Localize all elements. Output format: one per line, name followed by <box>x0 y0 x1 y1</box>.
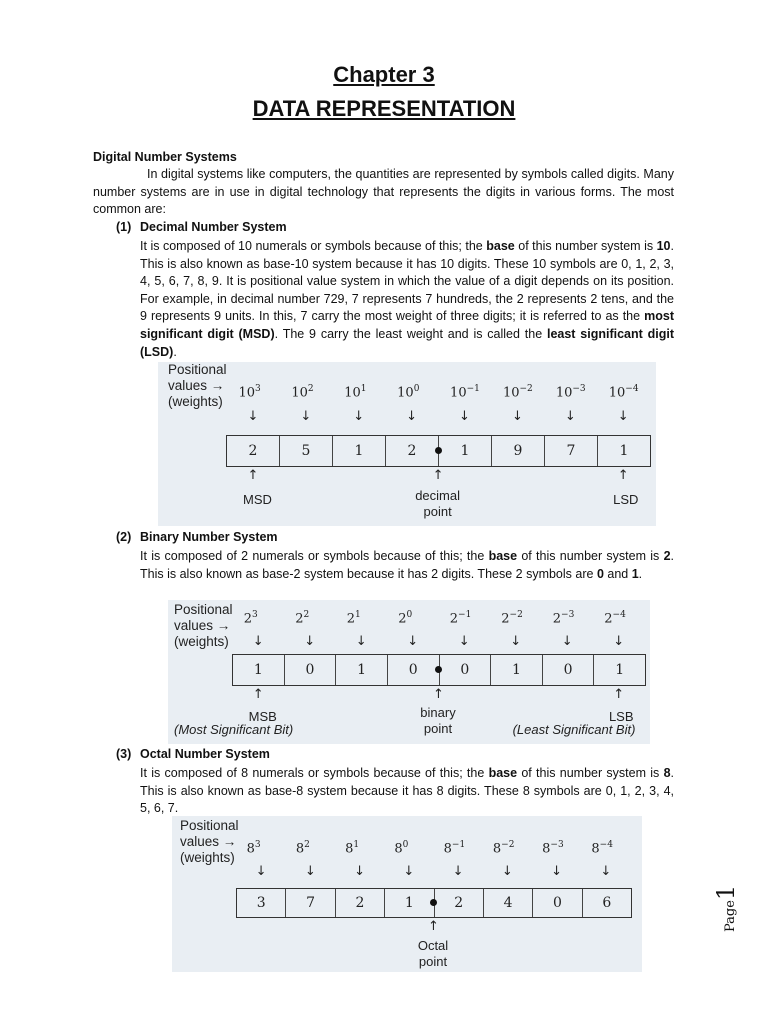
positional-weight <box>501 610 523 626</box>
weight-exponent: 3 <box>254 384 261 394</box>
digit-cell: 1 <box>333 436 386 466</box>
weight-exponent: −3 <box>572 384 586 394</box>
positional-weight <box>450 610 472 626</box>
msd-label: MSB <box>248 709 277 724</box>
weight-exponent: 3 <box>252 610 258 620</box>
positional-weight <box>291 384 313 400</box>
positional-values-label <box>180 818 239 866</box>
positional-label-line: (weights) <box>180 850 235 865</box>
down-arrow-icon: ↓ <box>564 409 576 424</box>
positional-label-line: values → <box>168 378 225 393</box>
weight-exponent: −3 <box>561 610 575 620</box>
digit-cell: 6 <box>602 895 612 911</box>
positional-weight <box>238 384 260 400</box>
digit-cell: 1 <box>619 443 629 459</box>
down-arrow-icon: ↓ <box>407 634 419 649</box>
positional-weight <box>247 840 261 856</box>
weight-exponent: −4 <box>612 610 626 620</box>
weight-base: 2 <box>604 611 613 627</box>
digit-cell: 4 <box>484 889 533 917</box>
weight-base: 8 <box>591 841 600 857</box>
up-arrow-icon: ↑ <box>428 919 439 934</box>
weight-base: 10 <box>502 385 520 401</box>
positional-label-line: Positional <box>168 362 227 377</box>
positional-weight <box>398 610 412 626</box>
down-arrow-icon: ↓ <box>403 864 415 879</box>
digit-cell: 1 <box>615 662 625 678</box>
positional-weight <box>344 384 366 400</box>
digit-cell: 1 <box>336 655 388 685</box>
weight-base: 2 <box>398 611 407 627</box>
down-arrow-icon: ↓ <box>551 864 563 879</box>
weight-exponent: −3 <box>550 840 564 850</box>
weight-base: 10 <box>450 385 467 401</box>
down-arrow-icon: ↓ <box>561 634 573 649</box>
page-title: DATA REPRESENTATION <box>252 96 516 121</box>
weight-exponent: −4 <box>625 384 639 394</box>
weight-exponent: 0 <box>413 384 420 394</box>
positional-weight <box>345 840 359 856</box>
weight-base: 8 <box>295 841 305 857</box>
weight-base: 10 <box>238 385 255 401</box>
weight-base: 8 <box>492 841 502 857</box>
down-arrow-icon: ↓ <box>406 409 418 424</box>
weight-exponent: 2 <box>304 840 310 850</box>
weight-exponent: −2 <box>519 384 533 394</box>
positional-weight <box>609 384 639 400</box>
positional-label-line: Positional <box>180 818 239 833</box>
down-arrow-icon: ↓ <box>304 864 316 879</box>
section-paragraph: It is composed of 10 numerals or symbols because of this; the base of this number system is 10. This is also known as base-10 system because it has 10 digits. These 10 symbols are 0, 1, 2, 3, 4, 5, 6, 7, 8, 9. It is positional value system in which the value of a digit depends on its position. For example, in decimal number 729, 7 represents 7 hundreds, the 2 represents 2 tens, and the 9 represents 9 units. In this, 7 carry the most weight of three digits; it is referred to as the most significant digit (MSD). The 9 carry the least weight and is called the least significant digit (LSD). <box>140 239 674 359</box>
digit-cell: 5 <box>280 436 333 466</box>
positional-weight <box>394 840 408 856</box>
intro-paragraph: In digital systems like computers, the quantities are represented by symbols called digits. Many number systems are in use in digital technology that represents the digits in various forms. The most common are: <box>93 167 674 217</box>
down-arrow-icon: ↓ <box>353 409 365 424</box>
down-arrow-icon: ↓ <box>458 634 470 649</box>
digit-cell: 0 <box>440 655 492 685</box>
positional-weight <box>503 384 533 400</box>
positional-weight <box>556 384 586 400</box>
weight-base: 8 <box>443 841 452 857</box>
positional-label-line: (weights) <box>174 634 229 649</box>
down-arrow-icon: ↓ <box>452 864 464 879</box>
down-arrow-icon: ↓ <box>354 864 366 879</box>
digit-cell: 0 <box>543 655 595 685</box>
up-arrow-icon: ↑ <box>613 687 625 702</box>
radix-point-label: point <box>418 954 448 969</box>
positional-weight <box>591 840 613 856</box>
down-arrow-icon: ↓ <box>501 864 513 879</box>
positional-label-line: Positional <box>174 602 233 617</box>
digit-cell: 0 <box>388 655 440 685</box>
lsd-label: LSB <box>608 709 634 724</box>
weight-exponent: 0 <box>402 840 409 850</box>
page-number-digit: 1 <box>712 884 740 901</box>
page-number <box>712 885 740 932</box>
digit-cell: 2 <box>336 889 385 917</box>
weight-base: 10 <box>608 385 626 401</box>
down-arrow-icon: ↓ <box>510 634 522 649</box>
radix-point-label: binary <box>420 705 456 720</box>
down-arrow-icon: ↓ <box>252 634 264 649</box>
down-arrow-icon: ↓ <box>300 409 312 424</box>
digit-cell: 9 <box>492 436 545 466</box>
weight-base: 10 <box>555 385 573 401</box>
up-arrow-icon: ↑ <box>247 468 259 483</box>
weight-base: 2 <box>501 611 510 627</box>
digit-cell: 1 <box>491 655 543 685</box>
down-arrow-icon: ↓ <box>617 409 629 424</box>
positional-values-label <box>174 602 233 650</box>
radix-point-label: point <box>423 504 452 519</box>
weight-base: 8 <box>246 841 255 857</box>
weight-exponent: −4 <box>599 840 613 850</box>
digit-cell: 7 <box>286 889 335 917</box>
section-number: (1) <box>116 220 132 234</box>
radix-point-label: Octal <box>417 938 449 953</box>
binary-positional-figure <box>168 600 650 744</box>
positional-weight <box>450 384 480 400</box>
down-arrow-icon: ↓ <box>600 864 612 879</box>
up-arrow-icon: ↑ <box>432 468 444 483</box>
up-arrow-icon: ↑ <box>617 468 629 483</box>
page-word: Page <box>723 900 738 932</box>
positional-weight <box>493 840 515 856</box>
weight-exponent: −2 <box>509 610 523 620</box>
section-number: (3) <box>116 747 132 761</box>
positional-weight <box>296 840 310 856</box>
down-arrow-icon: ↓ <box>255 864 267 879</box>
weight-base: 2 <box>346 611 356 627</box>
section-number: (2) <box>116 530 132 544</box>
down-arrow-icon: ↓ <box>304 634 316 649</box>
positional-weight <box>553 610 575 626</box>
weight-exponent: 1 <box>355 610 361 620</box>
weight-base: 8 <box>542 841 551 857</box>
digit-cell: 3 <box>237 889 286 917</box>
section-paragraph: It is composed of 2 numerals or symbols because of this; the base of this number system is 2. This is also known as base-2 system because it has 2 digits. These 2 symbols are 0 and 1. <box>140 549 674 581</box>
down-arrow-icon: ↓ <box>247 409 259 424</box>
positional-weight <box>295 610 309 626</box>
chapter-title: Chapter 3 <box>333 62 435 87</box>
octal-positional-figure <box>172 816 642 972</box>
section-paragraph: It is composed of 8 numerals or symbols because of this; the base of this number system is 8. This is also known as base-8 system because it has 8 digits. These 8 symbols are 0, 1, 2, 3, 4, 5, 6, 7. <box>140 766 674 816</box>
weight-exponent: 2 <box>303 610 310 620</box>
down-arrow-icon: ↓ <box>355 634 367 649</box>
section-heading: Octal Number System <box>140 747 270 761</box>
weight-exponent: 0 <box>406 610 413 620</box>
digit-cell: 2 <box>435 889 484 917</box>
radix-point-label: point <box>423 721 453 736</box>
down-arrow-icon: ↓ <box>459 409 470 424</box>
digit-cell: 0 <box>533 889 582 917</box>
digit-cell: 1 <box>439 436 492 466</box>
section-heading: Decimal Number System <box>140 220 287 234</box>
positional-weight <box>604 610 626 626</box>
lsd-description: (Least Significant Bit) <box>512 722 636 737</box>
decimal-positional-figure <box>158 362 656 526</box>
weight-exponent: −1 <box>458 610 472 620</box>
positional-values-label <box>168 362 227 410</box>
weight-base: 2 <box>449 611 459 627</box>
digit-cell: 0 <box>285 655 337 685</box>
section-heading: Binary Number System <box>140 530 278 544</box>
radix-point-dot <box>435 447 442 454</box>
positional-label-line: values → <box>180 834 237 849</box>
weight-base: 10 <box>344 385 361 401</box>
up-arrow-icon: ↑ <box>433 687 444 702</box>
radix-point-dot <box>430 899 437 906</box>
positional-weight <box>542 840 564 856</box>
positional-label-line: (weights) <box>168 394 223 409</box>
down-arrow-icon: ↓ <box>511 409 523 424</box>
down-arrow-icon: ↓ <box>613 634 625 649</box>
radix-point-dot <box>435 666 442 673</box>
digit-cell: 1 <box>233 655 285 685</box>
weight-exponent: 1 <box>360 384 367 394</box>
weight-exponent: 2 <box>307 384 314 394</box>
weight-exponent: −1 <box>466 384 480 394</box>
intro-heading: Digital Number Systems <box>93 150 237 164</box>
weight-base: 8 <box>345 841 354 857</box>
radix-point-label: decimal <box>415 488 460 503</box>
positional-weight <box>244 610 258 626</box>
weight-base: 10 <box>291 385 308 401</box>
digit-cell: 7 <box>545 436 598 466</box>
weight-exponent: 1 <box>353 840 360 850</box>
weight-exponent: −2 <box>501 840 515 850</box>
digit-cell: 1 <box>385 889 434 917</box>
positional-weight <box>347 610 361 626</box>
positional-weight <box>397 384 419 400</box>
digit-cell: 2 <box>386 436 439 466</box>
weight-base: 2 <box>552 611 562 627</box>
msd-label: MSD <box>242 492 272 507</box>
up-arrow-icon: ↑ <box>252 687 264 702</box>
msd-description: (Most Significant Bit) <box>174 722 294 737</box>
weight-base: 10 <box>397 385 414 401</box>
weight-base: 2 <box>295 611 304 627</box>
weight-exponent: −1 <box>451 840 466 850</box>
weight-base: 8 <box>394 841 403 857</box>
digit-cell: 2 <box>227 436 280 466</box>
weight-base: 2 <box>243 611 253 627</box>
positional-label-line: values → <box>174 618 231 633</box>
positional-weight <box>444 840 466 856</box>
weight-exponent: 3 <box>254 840 261 850</box>
lsd-label: LSD <box>613 492 639 507</box>
